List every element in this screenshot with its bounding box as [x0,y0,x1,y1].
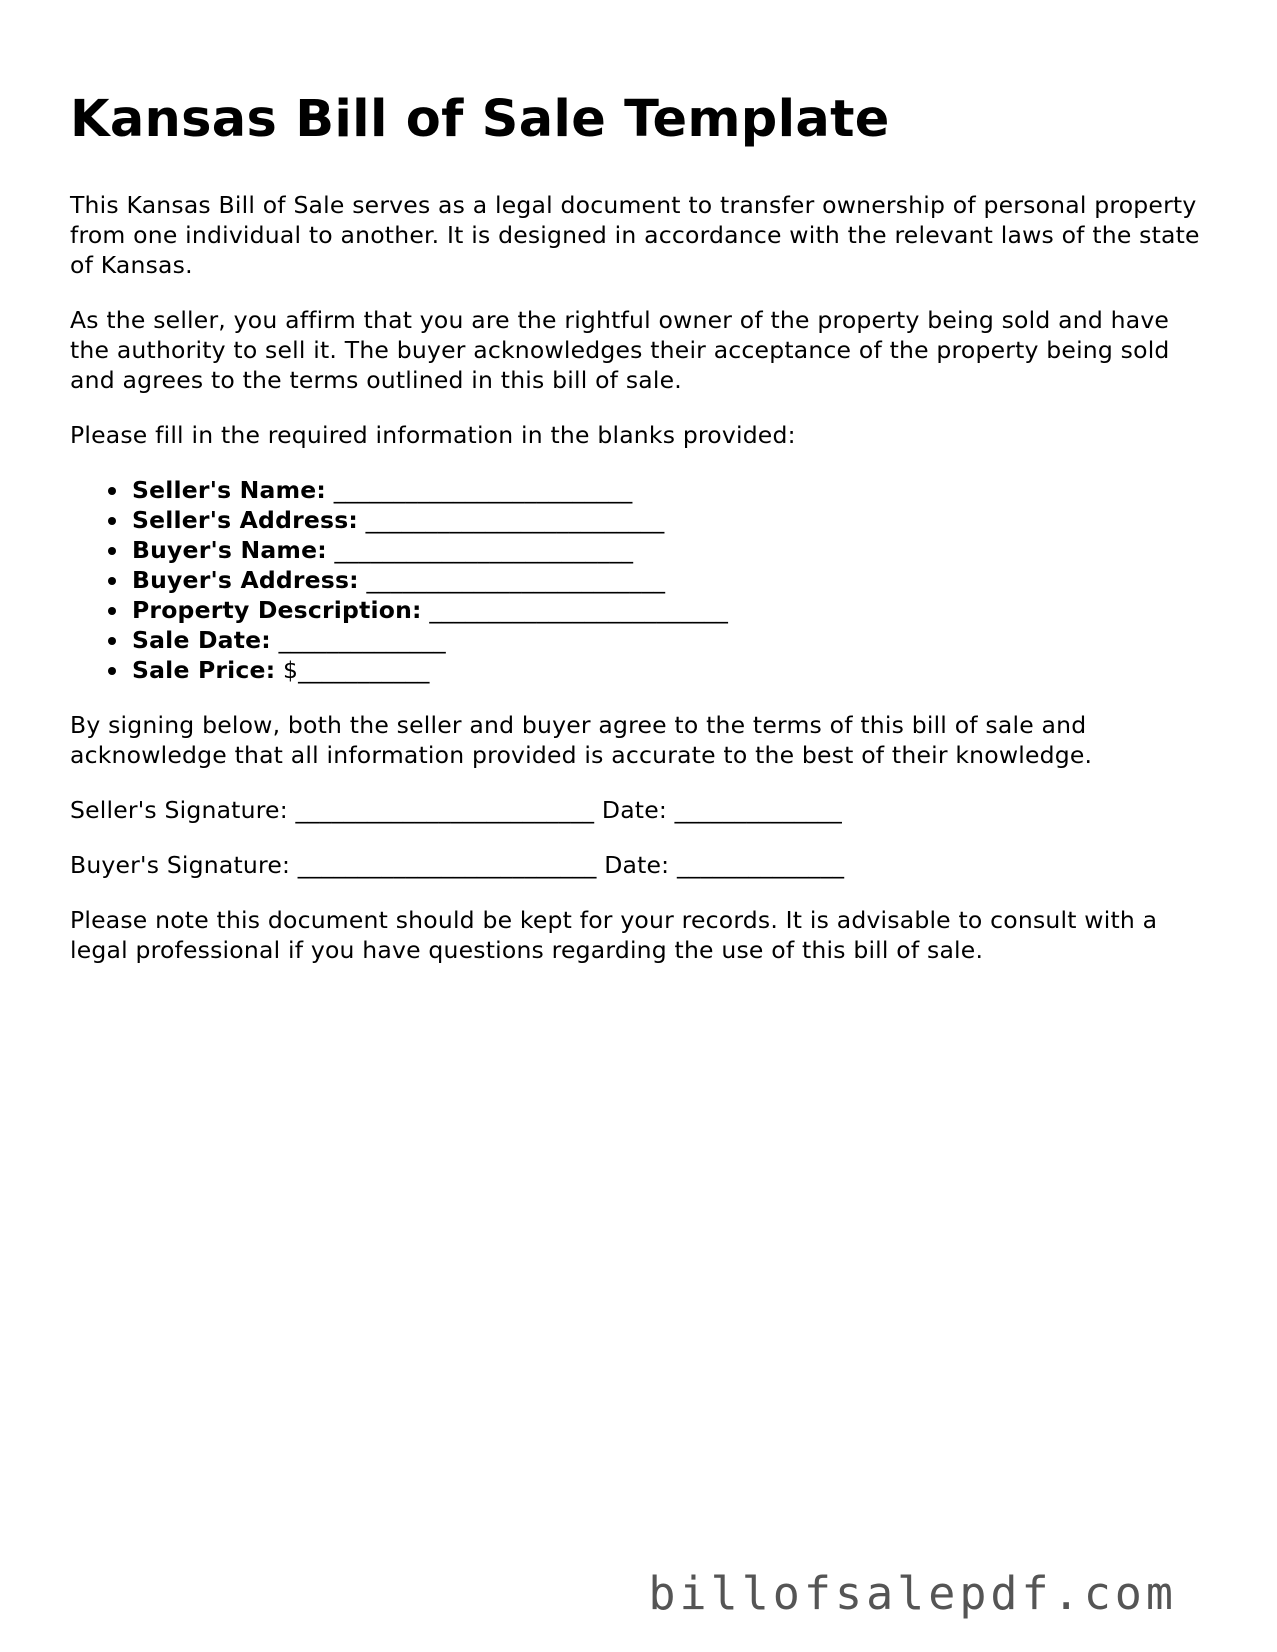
field-buyers-address [132,565,1210,595]
affirmation-paragraph: As the seller, you affirm that you are the rightful owner of the property being sold and have the authority to sell it. The buyer acknowledges their acceptance of the property being sold and agrees to the terms outlined in this bill of sale. [70,306,1170,394]
field-sale-price [132,655,1210,685]
field-property-description [132,595,1210,625]
instruction-paragraph: Please fill in the required information in the blanks provided: [70,421,796,449]
field-blank: _________________________ [334,536,634,564]
seller-signature-line: Seller's Signature: _________________________ Date: ______________ [70,796,842,824]
field-blank: _________________________ [333,476,633,504]
field-buyers-name [132,535,1210,565]
field-label: Buyer's Name: [132,536,327,564]
field-label: Seller's Name: [132,476,327,504]
buyer-signature-line: Buyer's Signature: _________________________ Date: ______________ [70,851,845,879]
field-label: Buyer's Address: [132,566,359,594]
field-label: Seller's Address: [132,506,358,534]
intro-paragraph: This Kansas Bill of Sale serves as a legal document to transfer ownership of personal property from one individual to another. It is designed in accordance with the relevant laws of the state of Kansas. [70,191,1200,279]
field-blank: $___________ [282,656,430,684]
field-label: Sale Price: [132,656,276,684]
watermark: billofsalepdf.com [648,1567,1177,1620]
field-blank: _________________________ [366,566,666,594]
field-sale-date [132,625,1210,655]
field-sellers-name [132,475,1210,505]
field-label: Sale Date: [132,626,271,654]
field-blank: ______________ [278,626,446,654]
document-page [70,84,1210,990]
note-paragraph: Please note this document should be kept for your records. It is advisable to consult with a legal professional if you have questions regarding the use of this bill of sale. [70,906,1158,964]
field-list [70,475,1210,685]
field-label: Property Description: [132,596,422,624]
document-title: Kansas Bill of Sale Template [70,90,890,149]
field-sellers-address [132,505,1210,535]
field-blank: _________________________ [365,506,665,534]
field-blank: _________________________ [429,596,729,624]
agreement-paragraph: By signing below, both the seller and buyer agree to the terms of this bill of sale and acknowledge that all information provided is accurate to the best of their knowledge. [70,711,1093,769]
